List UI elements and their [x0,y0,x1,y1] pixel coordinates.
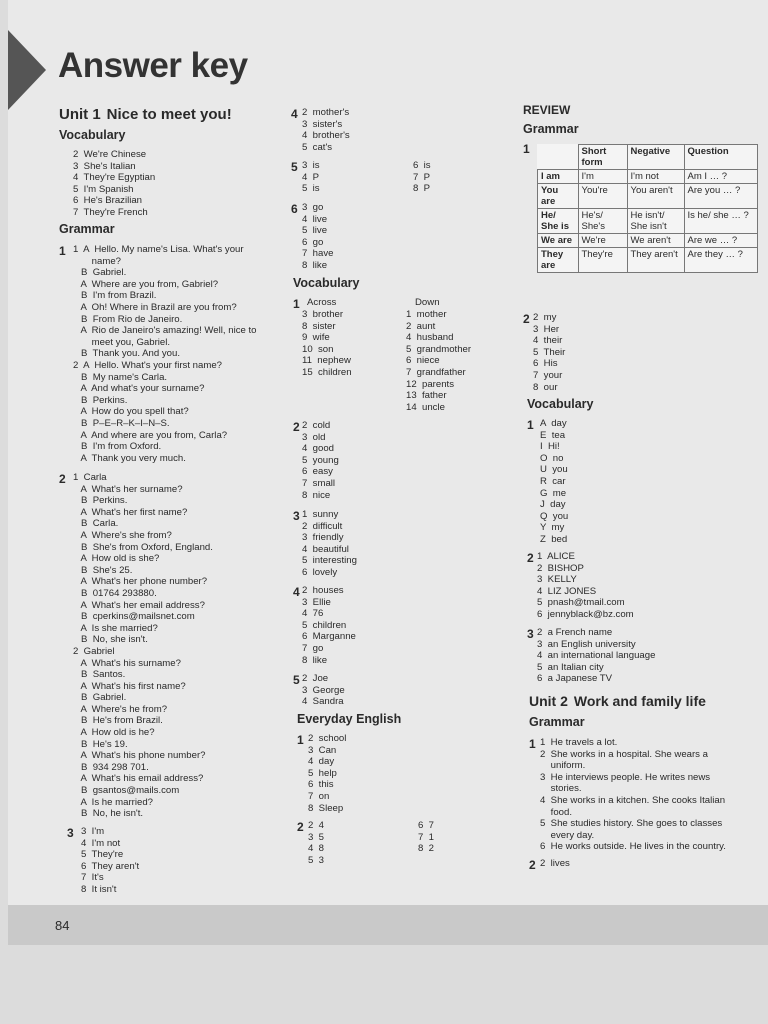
col3-v1-number: 1 [527,418,534,432]
answer-line: 2 cold [302,420,331,431]
col3-v2-list [537,551,634,621]
answer-line: 7 P [413,171,431,183]
answer-line: 6 They aren't [81,860,140,872]
answer-line: 2 mother's [302,107,350,118]
answer-line: 3 He interviews people. He writes news [540,771,711,783]
answer-line: 1 sunny [302,509,339,520]
answer-line: 5 She studies history. She goes to classes [540,818,723,830]
answer-line: 6 lovely [302,566,338,578]
table-cell: They aren't [627,248,684,273]
answer-line: A Where are you from, Gabriel? [73,278,219,290]
table-cell: Is he/ she … ? [684,209,757,234]
answer-line: B P–E–R–K–I–N–S. [73,417,170,429]
col2-s4-list [302,107,350,153]
answer-line: 6 is [413,160,431,171]
col2-s4-number: 4 [291,107,298,121]
col2-s5b-list [413,160,431,195]
answer-line: 6 7 [418,820,435,831]
col2-s5-list [302,160,320,195]
answer-line: A Thank you very much. [73,452,186,464]
answer-line: 4 day [308,756,335,768]
answer-line: 6 easy [302,466,333,478]
answer-line: 3 sister's [302,118,343,130]
col2-s6-number: 6 [291,202,298,216]
answer-line: 5 an Italian city [537,661,604,673]
answer-line: 5 cat's [302,141,333,153]
answer-line: 3 go [302,202,324,213]
col3-v3-number: 3 [527,627,534,641]
answer-line: 2 A Hello. What's your first name? [73,359,222,371]
answer-line: B She's 25. [73,564,133,576]
answer-line: A What's her surname? [73,483,183,495]
col3-r2-number: 2 [523,312,530,326]
col2-e2b-list [418,820,434,855]
answer-line: 1 ALICE [537,551,575,562]
answer-line: B My name's Carla. [73,371,168,383]
answer-line: 5 children [302,619,347,631]
answer-line: 3 friendly [302,532,344,544]
answer-line: J day [540,499,566,511]
answer-line: 1 mother [406,309,447,320]
table-cell: They're [578,248,627,273]
answer-line: A And what's your surname? [73,383,205,395]
answer-line: 4 good [302,443,335,455]
answer-line: 5 pnash@tmail.com [537,597,625,609]
unit1-heading: Unit 1 Nice to meet you! [59,106,232,123]
col2-s5-number: 5 [291,160,298,174]
answer-line: 8 Sleep [308,802,344,814]
col1-g2-list [73,472,213,820]
col2-e1-list [308,733,346,814]
answer-line: A What's her email address? [73,599,205,611]
answer-line: 3 5 [308,831,325,843]
col2-v2-list [302,420,339,501]
answer-line: B Carla. [73,518,119,530]
answer-line: B I'm from Brazil. [73,290,157,302]
answer-line: 10 son [302,343,334,355]
answer-line: B Perkins. [73,495,128,507]
table-row [538,234,758,248]
col3-v3-list [537,627,655,685]
answer-line: Y my [540,522,565,534]
answer-line: 13 father [406,390,447,402]
col2-e2-list [308,820,324,866]
answer-line: 1 He travels a lot. [540,737,618,748]
answer-line: 12 parents [406,378,455,390]
col3-grammar-heading: Grammar [523,122,579,136]
answer-line: 2 lives [540,858,570,869]
answer-line: 6 go [302,236,324,248]
answer-line: 4 P [302,171,320,183]
answer-line: 1 A Hello. My name's Lisa. What's your [73,244,244,255]
answer-line: 5 young [302,454,339,466]
answer-line: U you [540,464,568,476]
answer-line: 5 live [302,225,328,237]
col1-g3-list [81,826,139,896]
answer-line: B Thank you. And you. [73,348,181,360]
answer-line: 7 grandfather [406,366,466,378]
col3-g1-number: 1 [523,142,530,156]
answer-line: 5 help [308,767,337,779]
answer-line: 4 8 [308,843,325,855]
col2-e1-number: 1 [297,733,304,747]
unit2-heading: Unit 2 Work and family life [529,693,706,709]
table-cell: You aren't [627,184,684,209]
answer-line: B Santos. [73,669,126,681]
answer-line: 2 BISHOP [537,562,584,574]
everyday-english-heading: Everyday English [297,712,402,726]
answer-line: A What's her first name? [73,506,188,518]
answer-line: 11 nephew [302,355,351,367]
answer-line: 6 Marganne [302,631,356,643]
col3-u2g2-number: 2 [529,858,536,872]
answer-line: 7 have [302,248,334,260]
answer-line: 2 difficult [302,520,343,532]
answer-line: 4 76 [302,608,324,620]
answer-line: 7 small [302,477,336,489]
answer-line: B Gabriel. [73,692,127,704]
table-cell: You're [578,184,627,209]
answer-line: 15 children [302,366,352,378]
answer-line: B I'm from Oxford. [73,441,162,453]
footer-band [8,905,768,945]
table-row [538,209,758,234]
col3-vocab-heading: Vocabulary [527,397,594,411]
col2-s6-list [302,202,333,272]
col2-v1-number: 1 [293,297,300,311]
answer-line: A How old is he? [73,727,155,739]
answer-line: B Perkins. [73,394,128,406]
answer-line: 2 a French name [537,627,613,638]
answer-line: B gsantos@mails.com [73,785,180,797]
col3-grammar2-heading: Grammar [529,715,585,729]
col2-v5-number: 5 [293,673,300,687]
table-cell: Are you … ? [684,184,757,209]
answer-line: E tea [540,429,566,441]
answer-line: Z bed [540,533,568,545]
answer-line: 6 His [533,358,558,370]
table-row [538,248,758,273]
answer-line: 3 is [302,160,320,171]
chapter-tab-arrow [8,30,46,110]
across-label: Across [307,297,337,308]
answer-line: 3 Can [308,744,337,756]
col3-r2-list [533,312,565,393]
answer-line: 3 I'm [81,826,105,837]
col3-u2g1-list [540,737,726,853]
answer-line: 3 George [302,684,345,696]
table-cell: They are [538,248,579,273]
answer-line: 3 old [302,431,326,443]
answer-line: A What's his first name? [73,680,186,692]
table-header-cell: Negative [627,145,684,170]
answer-line: A What's her phone number? [73,576,208,588]
answer-line: B 01764 293880. [73,587,157,599]
answer-line: A How old is she? [73,553,160,565]
answer-line: B No, he isn't. [73,808,144,820]
table-cell: He/ She is [538,209,579,234]
table-cell: I'm [578,170,627,184]
answer-line: 8 our [533,381,558,393]
table-header-cell [538,145,579,170]
answer-line: 3 She's Italian [73,160,136,172]
answer-line: 2 school [308,733,347,744]
down-list [406,309,471,413]
answer-line: 8 sister [302,320,336,332]
col2-v3-list [302,509,357,579]
answer-line: 4 I'm not [81,837,121,849]
review-heading: REVIEW [523,103,571,117]
answer-line: name? [73,255,121,267]
col2-e2-number: 2 [297,820,304,834]
answer-line: A Rio de Janeiro's amazing! Well, nice to [73,325,257,337]
col3-u2g1-number: 1 [529,737,536,751]
across-list [302,309,352,379]
col3-v2-number: 2 [527,551,534,565]
table-cell: You are [538,184,579,209]
answer-line: 8 It isn't [81,883,117,895]
col1-g2-number: 2 [59,472,66,486]
col3-v1-list [540,418,568,546]
answer-line: 7 on [308,790,330,802]
col1-g3-number: 3 [67,826,74,840]
table-cell: He's/ She's [578,209,627,234]
answer-line: B He's 19. [73,738,128,750]
answer-line: A Is she married? [73,622,158,634]
col1-grammar-heading: Grammar [59,222,115,236]
answer-line: 4 beautiful [302,543,349,555]
answer-line: 7 go [302,642,324,654]
answer-line: B She's from Oxford, England. [73,541,213,553]
table-cell: We're [578,234,627,248]
verb-be-table [537,144,758,273]
col3-u2g2-list [540,858,570,870]
answer-line: 6 He's Brazilian [73,195,143,207]
answer-line: 8 2 [418,843,435,855]
answer-line: 2 aunt [406,320,436,332]
col2-v4-number: 4 [293,585,300,599]
answer-line: B He's from Brazil. [73,715,163,727]
answer-line: 14 uncle [406,401,445,413]
answer-line: 7 your [533,369,563,381]
table-cell: He isn't/ She isn't [627,209,684,234]
answer-line: 2 Joe [302,673,329,684]
answer-line: 4 husband [406,332,454,344]
answer-line: 8 P [413,183,431,195]
answer-line: 3 KELLY [537,574,577,586]
answer-line: 5 is [302,183,320,195]
answer-line: I Hi! [540,441,560,453]
answer-line: 7 It's [81,872,104,884]
answer-line: 3 brother [302,309,344,320]
answer-line: 6 a Japanese TV [537,673,613,685]
answer-line: 6 He works outside. He lives in the country. [540,841,726,853]
answer-line: B 934 298 701. [73,761,149,773]
page-title: Answer key [58,46,248,85]
answer-line: 5 3 [308,854,325,866]
answer-line: 3 Her [533,323,560,335]
answer-line: 5 grandmother [406,343,472,355]
answer-line: 8 like [302,259,328,271]
answer-line: B No, she isn't. [73,634,148,646]
answer-line: 5 I'm Spanish [73,183,134,195]
answer-line: A What's his phone number? [73,750,206,762]
answer-line: 6 niece [406,355,440,367]
answer-line: A Is he married? [73,796,153,808]
answer-line: 8 like [302,654,328,666]
answer-line: 9 wife [302,332,330,344]
col2-v3-number: 3 [293,509,300,523]
answer-line: 4 their [533,335,563,347]
answer-line: uniform. [540,760,586,772]
answer-line: 4 LIZ JONES [537,585,597,597]
answer-line: 4 She works in a kitchen. She cooks Italian [540,794,726,806]
answer-line: every day. [540,829,595,841]
answer-line: A What's his surname? [73,657,181,669]
answer-line: 3 an English university [537,638,636,650]
answer-line: 6 jennyblack@bz.com [537,608,634,620]
col1-vocab-heading: Vocabulary [59,128,126,142]
table-row [538,184,758,209]
answer-line: B cperkins@mailsnet.com [73,611,195,623]
answer-line: O no [540,452,564,464]
answer-line: 2 We're Chinese [73,149,147,160]
answer-line: 4 brother's [302,130,350,142]
table-header-cell: Question [684,145,757,170]
table-row [538,170,758,184]
answer-line: 2 4 [308,820,325,831]
table-header-cell: Short form [578,145,627,170]
answer-line: B Gabriel. [73,267,127,279]
answer-line: 5 Their [533,346,566,358]
answer-line: 1 Carla [73,472,107,483]
answer-line: A How do you spell that? [73,406,189,418]
table-cell: Are we … ? [684,234,757,248]
answer-line: A Where's she from? [73,529,172,541]
answer-line: 7 They're French [73,206,148,218]
answer-line: Q you [540,510,569,522]
answer-line: A day [540,418,567,429]
answer-line: R car [540,475,566,487]
answer-line: 5 interesting [302,555,357,567]
answer-line: 4 an international language [537,650,656,662]
answer-line: meet you, Gabriel. [73,336,171,348]
answer-line: A Where's he from? [73,703,168,715]
col2-v4-list [302,585,356,666]
table-cell: I am [538,170,579,184]
answer-line: 4 They're Egyptian [73,172,156,184]
answer-line: B From Rio de Janeiro. [73,313,183,325]
col1-g1-number: 1 [59,244,66,258]
table-cell: Am I … ? [684,170,757,184]
answer-line: food. [540,806,572,818]
answer-line: 6 this [308,779,334,791]
answer-line: A And where are you from, Carla? [73,429,228,441]
answer-line: 2 houses [302,585,344,596]
col1-vocab-list [73,149,155,219]
answer-line: 4 Sandra [302,696,344,708]
answer-line: A Oh! Where in Brazil are you from? [73,301,237,313]
answer-line: 2 my [533,312,557,323]
answer-line: 5 They're [81,849,124,861]
answer-line: A What's his email address? [73,773,204,785]
answer-line: 2 She works in a hospital. She wears a [540,748,708,760]
col2-v5-list [302,673,345,708]
answer-line: 3 Ellie [302,596,331,608]
answer-line: 8 nice [302,489,331,501]
table-cell: We are [538,234,579,248]
page-number: 84 [55,918,70,933]
answer-line: 7 1 [418,831,435,843]
answer-line: 4 live [302,213,328,225]
table-cell: We aren't [627,234,684,248]
col2-vocab-heading: Vocabulary [293,276,360,290]
down-label: Down [415,297,440,308]
table-cell: I'm not [627,170,684,184]
col2-v2-number: 2 [293,420,300,434]
answer-line: 2 Gabriel [73,645,115,657]
answer-line: stories. [540,783,582,795]
col1-g1-list [73,244,257,464]
table-cell: Are they … ? [684,248,757,273]
answer-line: G me [540,487,567,499]
